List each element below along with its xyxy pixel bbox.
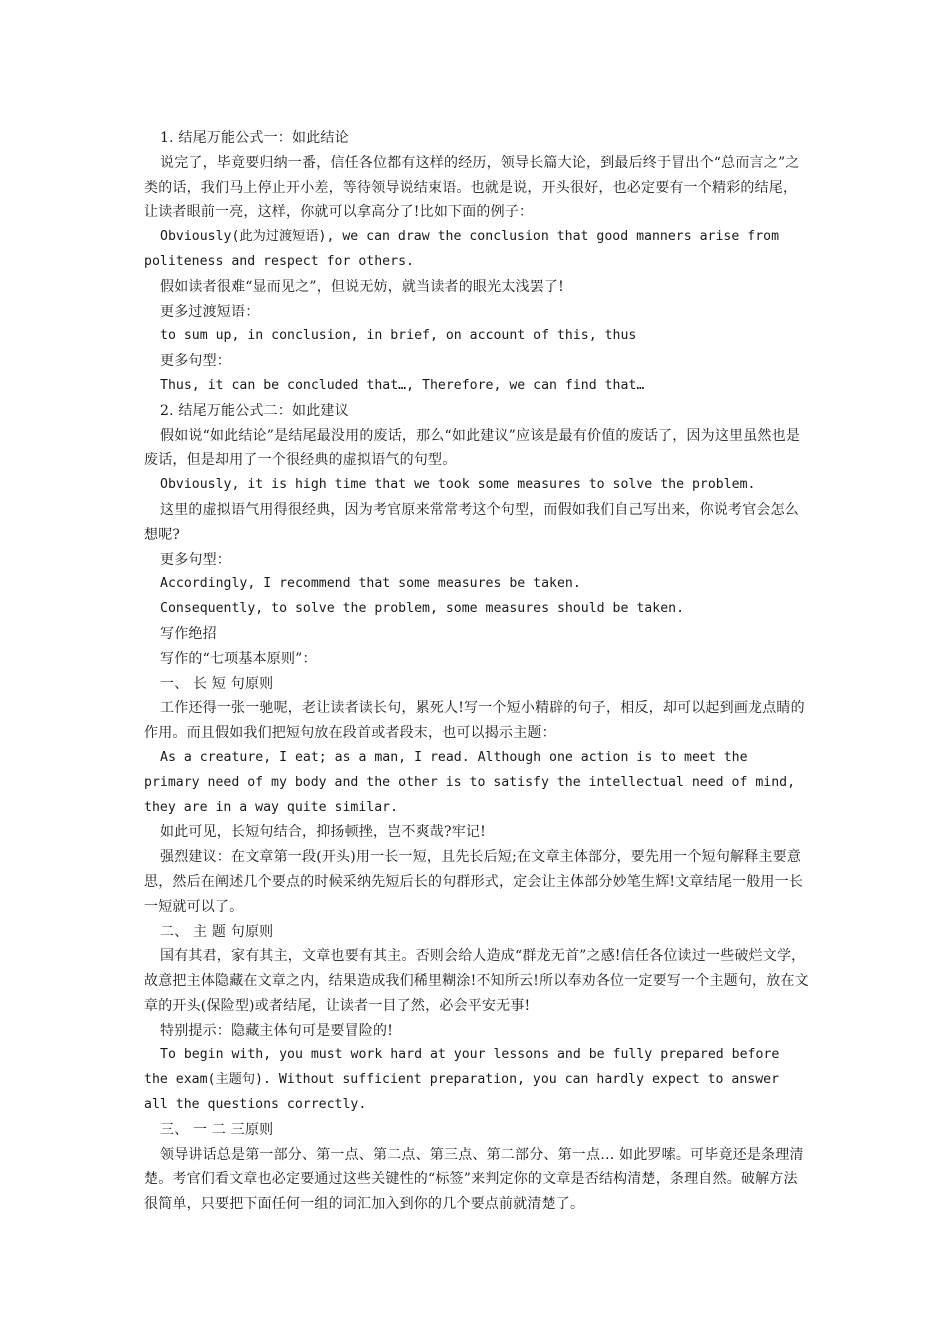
paragraph: 强烈建议：在文章第一段(开头)用一长一短，且先长后短;在文章主体部分，要先用一个短句解释主要意思，然后在阐述几个要点的时候采纳先短后长的句群形式，定会让主体部分妙笔生辉!文章结尾一般用一长一短就可以了。 bbox=[144, 849, 804, 915]
paragraph: As a creature, I eat; as a man, I read. Although one action is to meet the primary need of my body and the other is to satisfy the intellectual need of mind, they are in a way quite similar. bbox=[144, 749, 796, 815]
paragraph: 说完了，毕竟要归纳一番，信任各位都有这样的经历，领导长篇大论，到最后终于冒出个“总而言之”之类的话，我们马上停止开小差，等待领导说结束语。也就是说，开头很好，也必定要有一个精彩的结尾，让读者眼前一亮，这样，你就可以拿高分了!比如下面的例子： bbox=[144, 154, 800, 221]
paragraph: 一、 长 短 句原则 bbox=[160, 675, 274, 692]
paragraph: Obviously(此为过渡短语), we can draw the conclusion that good manners arise from politeness and respect for others. bbox=[144, 229, 780, 269]
paragraph: Thus, it can be concluded that…, Therefore, we can find that… bbox=[160, 377, 645, 393]
paragraph: 这里的虚拟语气用得很经典，因为考官原来常常考这个句型，而假如我们自己写出来，你说考官会怎么想呢? bbox=[144, 501, 799, 543]
paragraph: 二、 主 题 句原则 bbox=[160, 923, 274, 940]
paragraph: to sum up, in conclusion, in brief, on account of this, thus bbox=[160, 328, 637, 344]
paragraph: 更多过渡短语： bbox=[160, 303, 260, 320]
paragraph: Obviously, it is high time that we took some measures to solve the problem. bbox=[160, 477, 756, 493]
paragraph: To begin with, you must work hard at your lessons and be fully prepared before the exam(主题句). Without sufficient preparation, you can hardly expect to answer all the questions correctly. bbox=[144, 1047, 780, 1113]
paragraph: 2. 结尾万能公式二：如此建议 bbox=[160, 402, 349, 419]
paragraph: 领导讲话总是第一部分、第一点、第二点、第三点、第二部分、第一点… 如此罗嗦。可毕竟还是条理清楚。考官们看文章也必定要通过这些关键性的“标签”来判定你的文章是否结构清楚，条理自然。破解方法很简单，只要把下面任何一组的词汇加入到你的几个要点前就清楚了。 bbox=[144, 1146, 804, 1213]
paragraph: 写作绝招 bbox=[160, 625, 217, 642]
paragraph: 工作还得一张一驰呢，老让读者读长句，累死人!写一个短小精辟的句子，相反，却可以起到画龙点睛的作用。而且假如我们把短句放在段首或者段末，也可以揭示主题： bbox=[144, 700, 805, 742]
paragraph: 更多句型： bbox=[160, 551, 231, 568]
paragraph: Accordingly, I recommend that some measures be taken. bbox=[160, 576, 581, 592]
paragraph: Consequently, to solve the problem, some measures should be taken. bbox=[160, 601, 685, 617]
paragraph: 1. 结尾万能公式一：如此结论 bbox=[160, 130, 349, 146]
document-body bbox=[144, 126, 810, 1217]
paragraph: 三、 一 二 三原则 bbox=[160, 1121, 274, 1138]
paragraph: 特别提示：隐藏主体句可是要冒险的! bbox=[160, 1022, 394, 1039]
paragraph: 更多句型： bbox=[160, 353, 231, 370]
paragraph: 假如说“如此结论”是结尾最没用的废话，那么“如此建议”应该是最有价值的废话了，因为这里虽然也是废话，但是却用了一个很经典的虚拟语气的句型。 bbox=[144, 427, 801, 469]
paragraph: 如此可见，长短句结合，抑扬顿挫，岂不爽哉?牢记! bbox=[160, 824, 486, 841]
paragraph: 假如读者很难“显而见之”，但说无妨，就当读者的眼光太浅罢了! bbox=[160, 278, 564, 295]
paragraph: 国有其君，家有其主，文章也要有其主。否则会给人造成“群龙无首”之感!信任各位读过一些破烂文学，故意把主体隐藏在文章之内，结果造成我们稀里糊涂!不知所云!所以奉劝各位一定要写一个主题句，放在文章的开头(保险型)或者结尾，让读者一目了然，必会平安无事! bbox=[144, 948, 809, 1014]
paragraph: 写作的“七项基本原则”： bbox=[160, 650, 317, 667]
